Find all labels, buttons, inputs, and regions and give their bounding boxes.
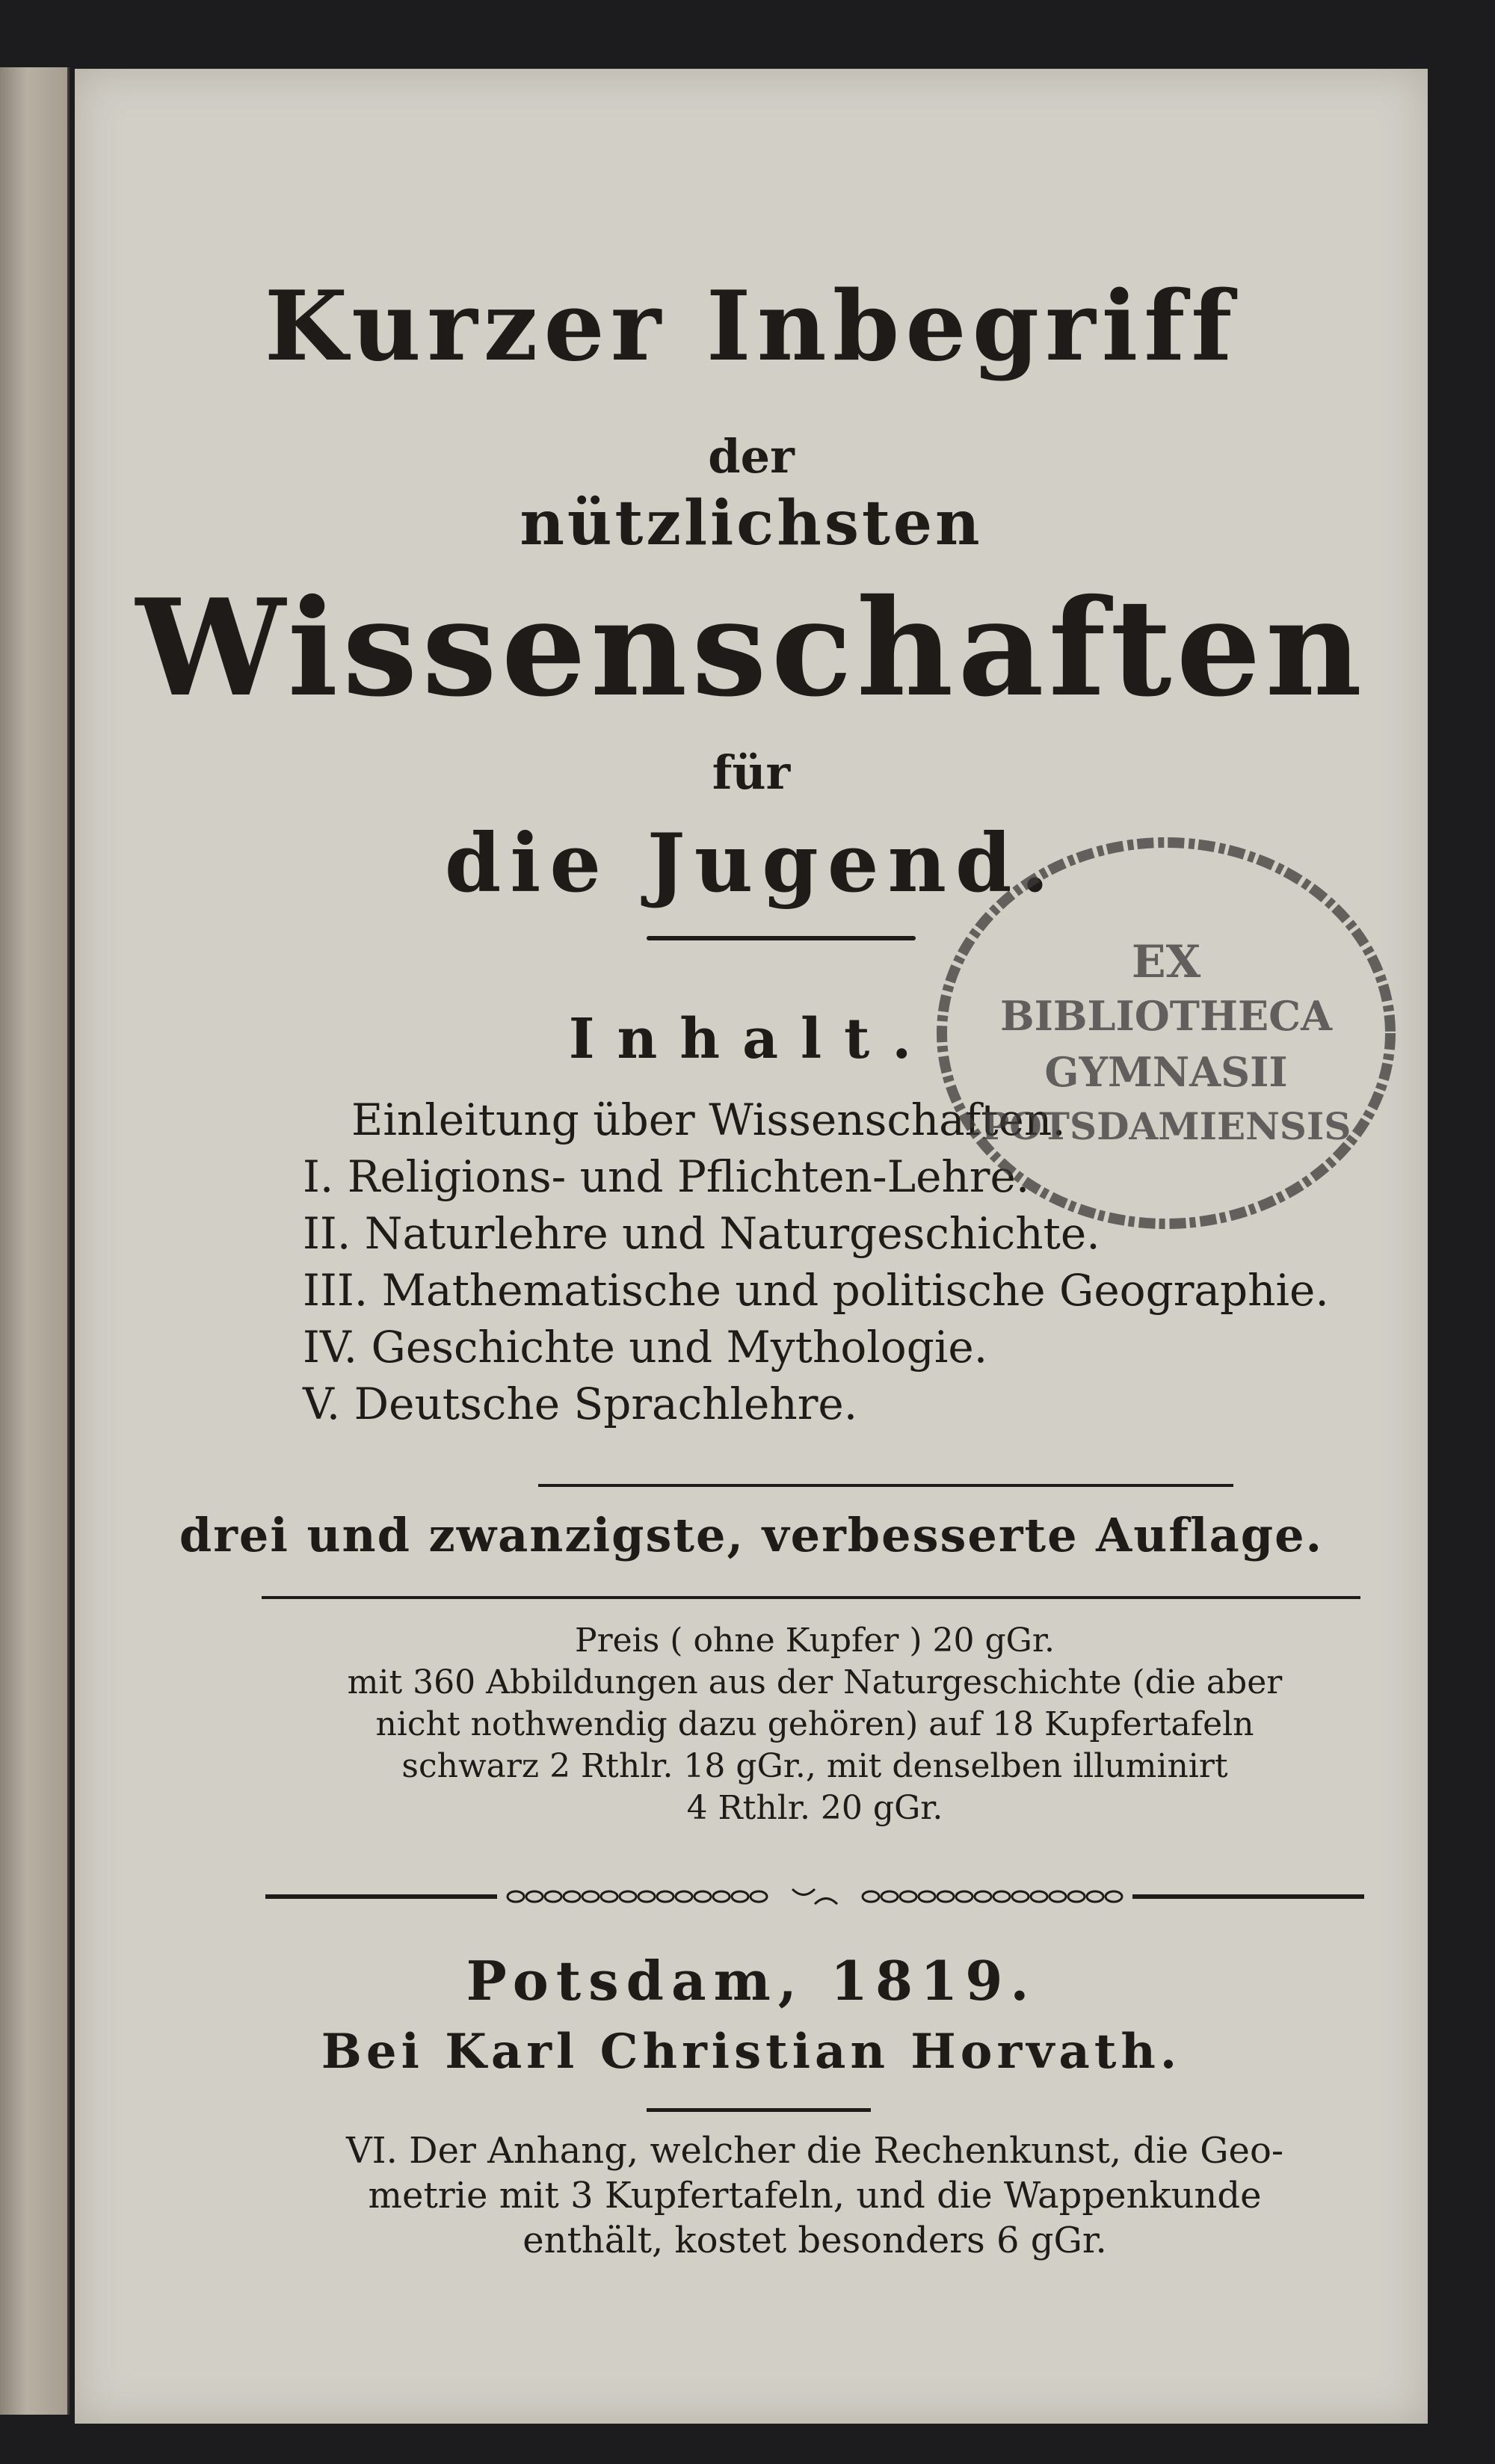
edition-line: drei und zwanzigste, verbesserte Auflage. [179,1508,1324,1562]
imprint-place-date: Potsdam, 1819. [466,1949,1037,2012]
price-line: schwarz 2 Rthlr. 18 gGr., mit denselben illuminirt [401,1747,1228,1785]
stamp-text-line: BIBLIOTHECA [999,992,1333,1040]
appendix-note [262,2128,1368,2263]
divider-rule [647,936,916,940]
divider-rule [262,1596,1360,1599]
price-line: mit 360 Abbildungen aus der Naturgeschichte (die aber [347,1663,1283,1701]
appendix-line: metrie mit 3 Kupfertafeln, und die Wappenkunde [368,2175,1262,2217]
contents-item: V. Deutsche Sprachlehre. [303,1379,858,1429]
library-stamp [927,824,1405,1242]
contents-item: Einleitung über Wissenschaften. [351,1094,1066,1145]
divider-rule [538,1484,1233,1487]
title-line-2: der [708,429,795,484]
divider-rule [647,2108,871,2112]
appendix-line: enthält, kostet besonders 6 gGr. [523,2220,1107,2261]
stamp-text-line: POTSDAMIENSIS [981,1104,1351,1148]
price-block [265,1620,1364,1829]
appendix-line: VI. Der Anhang, welcher die Rechenkunst, die Geo- [345,2130,1284,2172]
contents-item: I. Religions- und Pflichten-Lehre. [303,1151,1030,1202]
imprint-publisher: Bei Karl Christian Horvath. [321,2024,1182,2080]
title-line-3: nützlichsten [520,487,983,559]
price-line: 4 Rthlr. 20 gGr. [686,1789,943,1827]
title-page [75,69,1428,2424]
contents-item: IV. Geschichte und Mythologie. [303,1322,988,1373]
price-line: nicht nothwendig dazu gehören) auf 18 Kupfertafeln [375,1705,1254,1743]
ornamental-rule [265,1885,1364,1908]
contents-heading: Inhalt. [568,1007,934,1071]
title-line-6: die Jugend. [444,816,1058,911]
stamp-text-line: GYMNASII [1044,1048,1288,1096]
stamp-text-line: EX [1131,936,1201,988]
title-line-5: für [712,745,791,800]
price-line: Preis ( ohne Kupfer ) 20 gGr. [574,1621,1055,1660]
book-binding-edge [0,67,70,2415]
title-line-1: Kurzer Inbegriff [264,271,1239,383]
title-line-4: Wissenschaften [135,570,1367,726]
contents-item: II. Naturlehre und Naturgeschichte. [303,1208,1100,1259]
contents-item: III. Mathematische und politische Geographie. [303,1265,1329,1316]
